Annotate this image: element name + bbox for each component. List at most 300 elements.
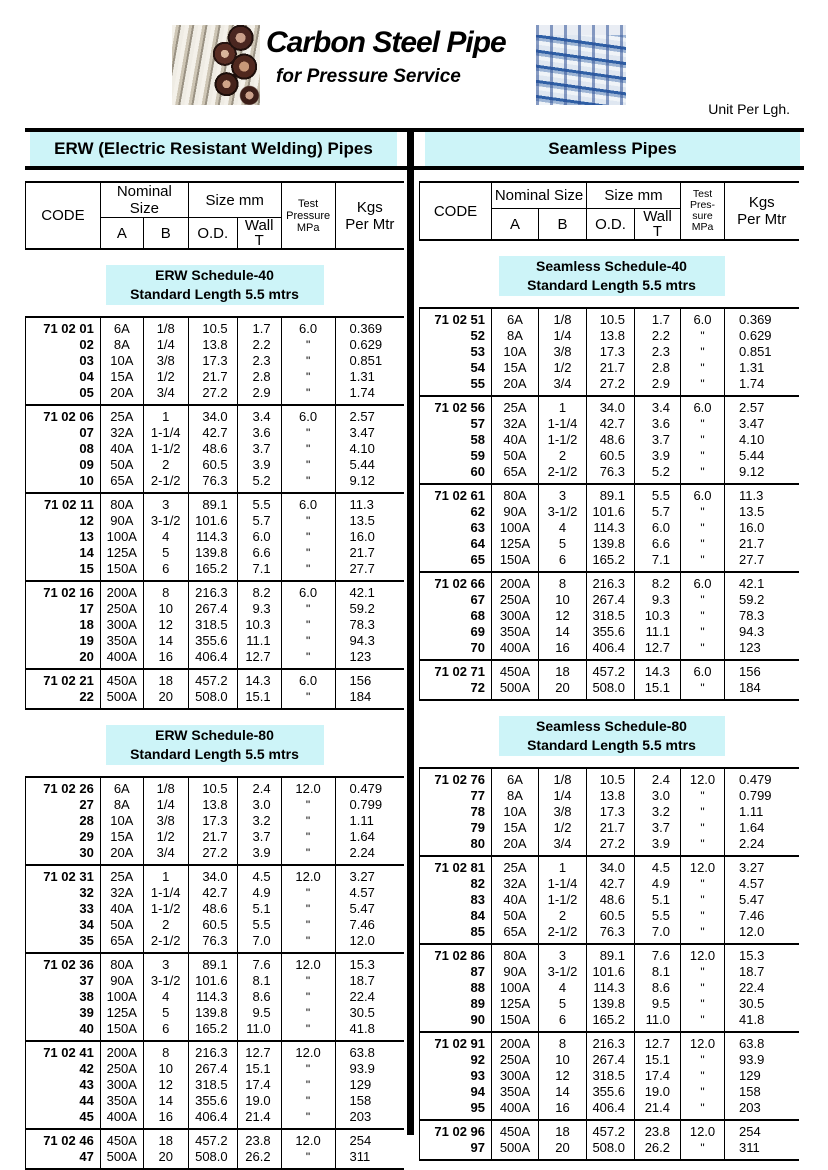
wall-cell: 4.9	[635, 876, 681, 892]
test-pressure-cell: "	[681, 892, 725, 908]
nominal-a-cell: 65A	[100, 473, 143, 493]
wall-cell: 8.1	[635, 964, 681, 980]
nominal-a-cell: 40A	[492, 892, 539, 908]
code-cell: 35	[26, 933, 101, 953]
wall-cell: 17.4	[237, 1077, 281, 1093]
test-pressure-cell: 6.0	[281, 669, 335, 689]
test-pressure-cell: 6.0	[281, 493, 335, 513]
kgs-cell: 78.3	[739, 608, 765, 623]
code-cell: 71 02 71	[420, 660, 492, 680]
test-pressure-cell: "	[281, 425, 335, 441]
table-row	[26, 901, 405, 917]
test-pressure-cell: 12.0	[281, 953, 335, 973]
wall-cell: 17.4	[635, 1068, 681, 1084]
kgs-per-mtr-header	[335, 182, 404, 249]
kgs-cell: 15.3	[349, 957, 375, 972]
code-cell: 44	[26, 1093, 101, 1109]
nominal-b-cell: 8	[539, 1032, 587, 1052]
nominal-a-cell: 150A	[100, 561, 143, 581]
code-cell: 32	[26, 885, 101, 901]
table-row	[420, 788, 799, 804]
kgs-cell: 2.24	[739, 836, 765, 851]
nominal-a-cell: 150A	[492, 552, 539, 572]
od-cell: 89.1	[587, 484, 635, 504]
wall-cell: 4.9	[237, 885, 281, 901]
kgs-cell: 4.10	[349, 441, 375, 456]
test-pressure-cell: "	[281, 1109, 335, 1129]
kgs-cell: 3.27	[739, 860, 765, 875]
kgs-cell: 3.47	[739, 416, 765, 431]
test-pressure-cell: 12.0	[681, 1032, 725, 1052]
nominal-b-cell: 1/4	[539, 788, 587, 804]
wall-cell: 14.3	[635, 660, 681, 680]
table-row	[420, 768, 799, 788]
test-pressure-cell: 12.0	[681, 856, 725, 876]
wall-cell: 5.1	[635, 892, 681, 908]
od-cell: 508.0	[188, 689, 237, 709]
nominal-a-cell: 65A	[492, 464, 539, 484]
wall-cell: 5.5	[635, 908, 681, 924]
kgs-cell: 311	[349, 1149, 371, 1164]
table-row	[26, 829, 405, 845]
kgs-cell: 1.64	[349, 829, 375, 844]
test-pressure-cell: "	[281, 633, 335, 649]
wall-cell: 3.0	[237, 797, 281, 813]
kgs-cell: 4.57	[739, 876, 765, 891]
test-pressure-cell: "	[681, 624, 725, 640]
code-cell: 71 02 76	[420, 768, 492, 788]
pipe-row-group	[420, 396, 799, 484]
wall-cell: 3.7	[635, 432, 681, 448]
code-cell: 71 02 66	[420, 572, 492, 592]
od-cell: 34.0	[188, 405, 237, 425]
code-cell: 71 02 86	[420, 944, 492, 964]
table-row	[420, 448, 799, 464]
code-cell: 71 02 36	[26, 953, 101, 973]
test-pressure-cell: "	[281, 1077, 335, 1093]
od-cell: 89.1	[188, 493, 237, 513]
table-row	[26, 845, 405, 865]
test-pressure-cell: "	[281, 1061, 335, 1077]
nominal-a-cell: 32A	[492, 416, 539, 432]
nominal-b-cell: 1-1/4	[143, 885, 188, 901]
wall-t-header-line: T	[254, 232, 264, 249]
nominal-a-cell: 100A	[492, 980, 539, 996]
code-cell: 71 02 91	[420, 1032, 492, 1052]
nominal-a-cell: 6A	[492, 308, 539, 328]
nominal-b-cell: 1-1/2	[143, 441, 188, 457]
wall-t-header-line: Wall	[643, 208, 672, 225]
table-row	[420, 856, 799, 876]
kgs-cell: 12.0	[349, 933, 375, 948]
wall-cell: 15.1	[237, 689, 281, 709]
table-row	[26, 617, 405, 633]
nominal-b-cell: 12	[539, 1068, 587, 1084]
wall-cell: 3.9	[635, 836, 681, 856]
table-row	[26, 1077, 405, 1093]
od-cell: 76.3	[188, 933, 237, 953]
pipe-row-group	[26, 317, 405, 405]
table-row	[420, 552, 799, 572]
od-cell: 406.4	[587, 1100, 635, 1120]
table-row	[26, 353, 405, 369]
kgs-cell: 254	[349, 1133, 372, 1148]
wall-cell: 5.5	[635, 484, 681, 504]
nominal-a-cell: 32A	[100, 885, 143, 901]
code-cell: 09	[26, 457, 101, 473]
kgs-cell: 2.57	[349, 409, 375, 424]
test-pressure-cell: "	[681, 448, 725, 464]
od-cell: 27.2	[188, 385, 237, 405]
nominal-b-cell: 3	[539, 944, 587, 964]
pipe-row-group	[420, 944, 799, 1032]
nominal-a-cell: 20A	[492, 836, 539, 856]
nominal-b-cell: 10	[143, 601, 188, 617]
nominal-a-cell: 10A	[100, 353, 143, 369]
od-cell: 21.7	[587, 820, 635, 836]
test-pressure-cell: "	[681, 1068, 725, 1084]
table-row	[420, 996, 799, 1012]
nominal-b-cell: 1/8	[539, 768, 587, 788]
wall-cell: 4.5	[237, 865, 281, 885]
nominal-b-cell: 5	[539, 536, 587, 552]
test-pressure-cell: "	[681, 1052, 725, 1068]
nominal-a-cell: 10A	[492, 804, 539, 820]
wall-cell: 19.0	[635, 1084, 681, 1100]
od-cell: 27.2	[587, 836, 635, 856]
pipe-row-group	[26, 953, 405, 1041]
test-pressure-cell: "	[281, 385, 335, 405]
nominal-b-cell: 1-1/4	[539, 416, 587, 432]
kgs-cell: 42.1	[739, 576, 765, 591]
nominal-a-cell: 80A	[492, 484, 539, 504]
kgs-cell: 94.3	[739, 624, 765, 639]
code-cell: 07	[26, 425, 101, 441]
nominal-b-cell: 2-1/2	[539, 924, 587, 944]
od-cell: 42.7	[188, 425, 237, 441]
test-pressure-cell: 12.0	[281, 1129, 335, 1149]
wall-cell: 9.5	[237, 1005, 281, 1021]
nominal-a-cell: 32A	[492, 876, 539, 892]
wall-cell: 23.8	[635, 1120, 681, 1140]
od-cell: 17.3	[188, 813, 237, 829]
nominal-a-cell: 40A	[492, 432, 539, 448]
wall-cell: 7.1	[237, 561, 281, 581]
masthead	[266, 26, 534, 88]
erw-panel	[25, 170, 404, 1170]
kgs-cell: 21.7	[349, 545, 375, 560]
pipe-row-group	[26, 669, 405, 709]
nominal-a-cell: 50A	[492, 448, 539, 464]
test-pressure-cell: 12.0	[281, 777, 335, 797]
nominal-b-cell: 3/4	[143, 845, 188, 865]
code-cell: 78	[420, 804, 492, 820]
wall-cell: 10.3	[237, 617, 281, 633]
od-cell: 165.2	[587, 552, 635, 572]
nominal-a-cell: 250A	[492, 1052, 539, 1068]
nominal-a-cell: 125A	[492, 996, 539, 1012]
section-title-seamless: Seamless Pipes	[425, 132, 800, 166]
od-cell: 139.8	[587, 996, 635, 1012]
od-cell: 21.7	[188, 369, 237, 385]
od-header: O.D.	[188, 218, 237, 250]
nominal-a-cell: 350A	[100, 1093, 143, 1109]
code-cell: 60	[420, 464, 492, 484]
kgs-cell: 5.44	[349, 457, 375, 472]
nominal-a-cell: 100A	[100, 529, 143, 545]
od-cell: 48.6	[188, 901, 237, 917]
code-cell: 82	[420, 876, 492, 892]
nominal-a-cell: 125A	[100, 1005, 143, 1021]
nominal-b-cell: 1-1/2	[143, 901, 188, 917]
wall-cell: 5.5	[237, 493, 281, 513]
pipe-row-group	[26, 405, 405, 493]
nominal-a-cell: 150A	[492, 1012, 539, 1032]
table-row	[420, 1012, 799, 1032]
od-cell: 27.2	[587, 376, 635, 396]
table-row	[26, 385, 405, 405]
nominal-b-cell: 1-1/2	[539, 892, 587, 908]
test-pressure-cell: 6.0	[681, 572, 725, 592]
nominal-a-cell: 15A	[100, 829, 143, 845]
wall-cell: 7.1	[635, 552, 681, 572]
nominal-b-cell: 5	[143, 1005, 188, 1021]
kgs-cell: 63.8	[349, 1045, 375, 1060]
nominal-b-cell: 1/2	[539, 360, 587, 376]
test-pressure-cell: "	[681, 964, 725, 980]
test-pressure-cell: "	[681, 836, 725, 856]
kgs-cell: 184	[739, 680, 761, 695]
pipe-row-group	[26, 581, 405, 669]
table-row	[420, 344, 799, 360]
kgs-cell: 16.0	[739, 520, 765, 535]
code-cell: 71 02 56	[420, 396, 492, 416]
nominal-b-header: B	[143, 218, 188, 250]
code-cell: 97	[420, 1140, 492, 1160]
nominal-a-cell: 90A	[100, 973, 143, 989]
test-pressure-header-line: sure	[692, 210, 713, 222]
test-pressure-cell: "	[681, 328, 725, 344]
test-pressure-cell: "	[681, 416, 725, 432]
nominal-a-header: A	[100, 218, 143, 250]
table-row	[420, 536, 799, 552]
nominal-b-cell: 3	[539, 484, 587, 504]
test-pressure-cell: "	[281, 457, 335, 473]
od-cell: 17.3	[188, 353, 237, 369]
kgs-cell: 15.3	[739, 948, 765, 963]
test-pressure-cell: "	[281, 689, 335, 709]
kgs-cell: 0.369	[349, 321, 383, 336]
wall-cell: 2.2	[635, 328, 681, 344]
table-row	[420, 680, 799, 700]
nominal-b-cell: 20	[143, 689, 188, 709]
nominal-a-cell: 125A	[100, 545, 143, 561]
test-pressure-cell: 6.0	[681, 308, 725, 328]
nominal-a-cell: 20A	[492, 376, 539, 396]
page-title: Carbon Steel Pipe	[266, 26, 506, 59]
nominal-b-cell: 1-1/4	[143, 425, 188, 441]
code-cell: 71 02 06	[26, 405, 101, 425]
kgs-cell: 9.12	[349, 473, 375, 488]
nominal-a-cell: 400A	[492, 1100, 539, 1120]
od-cell: 457.2	[587, 660, 635, 680]
kgs-cell: 12.0	[739, 924, 765, 939]
table-row	[420, 1120, 799, 1140]
wall-cell: 8.2	[237, 581, 281, 601]
nominal-b-cell: 2	[539, 908, 587, 924]
nominal-b-cell: 12	[143, 1077, 188, 1093]
table-row	[26, 493, 405, 513]
kgs-cell: 129	[739, 1068, 761, 1083]
nominal-a-cell: 6A	[100, 777, 143, 797]
nominal-a-cell: 500A	[492, 1140, 539, 1160]
od-cell: 406.4	[188, 649, 237, 669]
nominal-a-cell: 90A	[100, 513, 143, 529]
nominal-a-cell: 65A	[492, 924, 539, 944]
nominal-b-cell: 4	[539, 520, 587, 536]
test-pressure-cell: "	[681, 608, 725, 624]
kgs-cell: 158	[349, 1093, 372, 1108]
page-subtitle: for Pressure Service	[276, 66, 461, 87]
pipe-row-group	[420, 856, 799, 944]
nominal-a-cell: 80A	[100, 493, 143, 513]
nominal-b-cell: 12	[143, 617, 188, 633]
table-row	[26, 777, 405, 797]
wall-cell: 19.0	[237, 1093, 281, 1109]
kgs-cell: 156	[739, 664, 761, 679]
wall-cell: 2.9	[237, 385, 281, 405]
od-cell: 34.0	[587, 396, 635, 416]
nominal-a-cell: 15A	[492, 820, 539, 836]
nominal-b-cell: 1/2	[143, 829, 188, 845]
nominal-a-cell: 400A	[100, 1109, 143, 1129]
od-cell: 355.6	[587, 1084, 635, 1100]
nominal-a-cell: 200A	[100, 581, 143, 601]
code-column-header: CODE	[420, 182, 492, 240]
od-cell: 114.3	[587, 980, 635, 996]
test-pressure-cell: "	[681, 360, 725, 376]
test-pressure-cell: "	[281, 441, 335, 457]
table-row	[26, 425, 405, 441]
kgs-cell: 59.2	[349, 601, 375, 616]
nominal-a-cell: 80A	[492, 944, 539, 964]
nominal-b-cell: 1-1/4	[539, 876, 587, 892]
od-cell: 89.1	[587, 944, 635, 964]
od-cell: 48.6	[587, 432, 635, 448]
code-cell: 71 02 01	[26, 317, 101, 337]
od-cell: 267.4	[587, 592, 635, 608]
seamless-panel	[419, 170, 804, 1161]
wall-cell: 7.0	[237, 933, 281, 953]
code-cell: 40	[26, 1021, 101, 1041]
kgs-cell: 22.4	[349, 989, 375, 1004]
kgs-cell: 78.3	[349, 617, 375, 632]
nominal-b-cell: 3/8	[539, 804, 587, 820]
test-pressure-cell: "	[681, 344, 725, 360]
test-pressure-cell: "	[281, 529, 335, 545]
wall-cell: 11.0	[237, 1021, 281, 1041]
test-pressure-cell: 6.0	[681, 660, 725, 680]
pipe-row-group	[420, 572, 799, 660]
nominal-b-cell: 1/2	[143, 369, 188, 385]
od-cell: 508.0	[188, 1149, 237, 1169]
code-cell: 87	[420, 964, 492, 980]
table-row	[420, 892, 799, 908]
nominal-b-cell: 16	[539, 1100, 587, 1120]
test-pressure-cell: 6.0	[681, 396, 725, 416]
wall-cell: 12.7	[237, 649, 281, 669]
code-cell: 38	[26, 989, 101, 1005]
wall-cell: 12.7	[635, 1032, 681, 1052]
od-cell: 318.5	[188, 1077, 237, 1093]
test-pressure-cell: "	[281, 337, 335, 353]
code-cell: 88	[420, 980, 492, 996]
kgs-cell: 311	[739, 1140, 760, 1155]
od-cell: 60.5	[587, 908, 635, 924]
nominal-a-cell: 450A	[100, 669, 143, 689]
nominal-b-cell: 1-1/2	[539, 432, 587, 448]
schedule-band	[106, 265, 324, 305]
od-cell: 457.2	[188, 1129, 237, 1149]
kgs-cell: 5.44	[739, 448, 765, 463]
test-pressure-cell: "	[681, 376, 725, 396]
code-cell: 71 02 61	[420, 484, 492, 504]
table-row	[26, 317, 405, 337]
nominal-a-cell: 200A	[492, 572, 539, 592]
od-cell: 10.5	[188, 317, 237, 337]
pipe-data-table	[419, 767, 799, 1161]
wall-cell: 2.3	[635, 344, 681, 360]
unit-note: Unit Per Lgh.	[708, 101, 790, 117]
test-pressure-header	[681, 182, 725, 240]
nominal-b-cell: 3/8	[143, 353, 188, 369]
wall-cell: 3.4	[237, 405, 281, 425]
test-pressure-cell: 6.0	[281, 581, 335, 601]
od-cell: 508.0	[587, 680, 635, 700]
code-cell: 15	[26, 561, 101, 581]
code-cell: 45	[26, 1109, 101, 1129]
kgs-cell: 156	[349, 673, 372, 688]
code-cell: 71 02 46	[26, 1129, 101, 1149]
table-row	[26, 1093, 405, 1109]
wall-cell: 2.3	[237, 353, 281, 369]
table-row	[26, 1005, 405, 1021]
nominal-b-cell: 3-1/2	[539, 964, 587, 980]
test-pressure-cell: "	[681, 924, 725, 944]
od-cell: 267.4	[587, 1052, 635, 1068]
code-cell: 47	[26, 1149, 101, 1169]
test-pressure-cell: "	[681, 464, 725, 484]
nominal-b-cell: 10	[143, 1061, 188, 1077]
kgs-cell: 41.8	[349, 1021, 375, 1036]
nominal-a-cell: 25A	[100, 865, 143, 885]
nominal-a-cell: 400A	[100, 649, 143, 669]
nominal-a-cell: 6A	[100, 317, 143, 337]
test-pressure-header-line: Pres-	[689, 199, 716, 211]
od-cell: 101.6	[188, 513, 237, 529]
code-cell: 72	[420, 680, 492, 700]
wall-cell: 5.5	[237, 917, 281, 933]
wall-cell: 14.3	[237, 669, 281, 689]
test-pressure-cell: "	[281, 1093, 335, 1109]
od-cell: 114.3	[188, 989, 237, 1005]
wall-cell: 9.3	[635, 592, 681, 608]
code-cell: 64	[420, 536, 492, 552]
wall-cell: 5.1	[237, 901, 281, 917]
code-cell: 71 02 26	[26, 777, 101, 797]
od-cell: 216.3	[587, 572, 635, 592]
schedule-band-subtitle: Standard Length 5.5 mtrs	[527, 277, 696, 293]
